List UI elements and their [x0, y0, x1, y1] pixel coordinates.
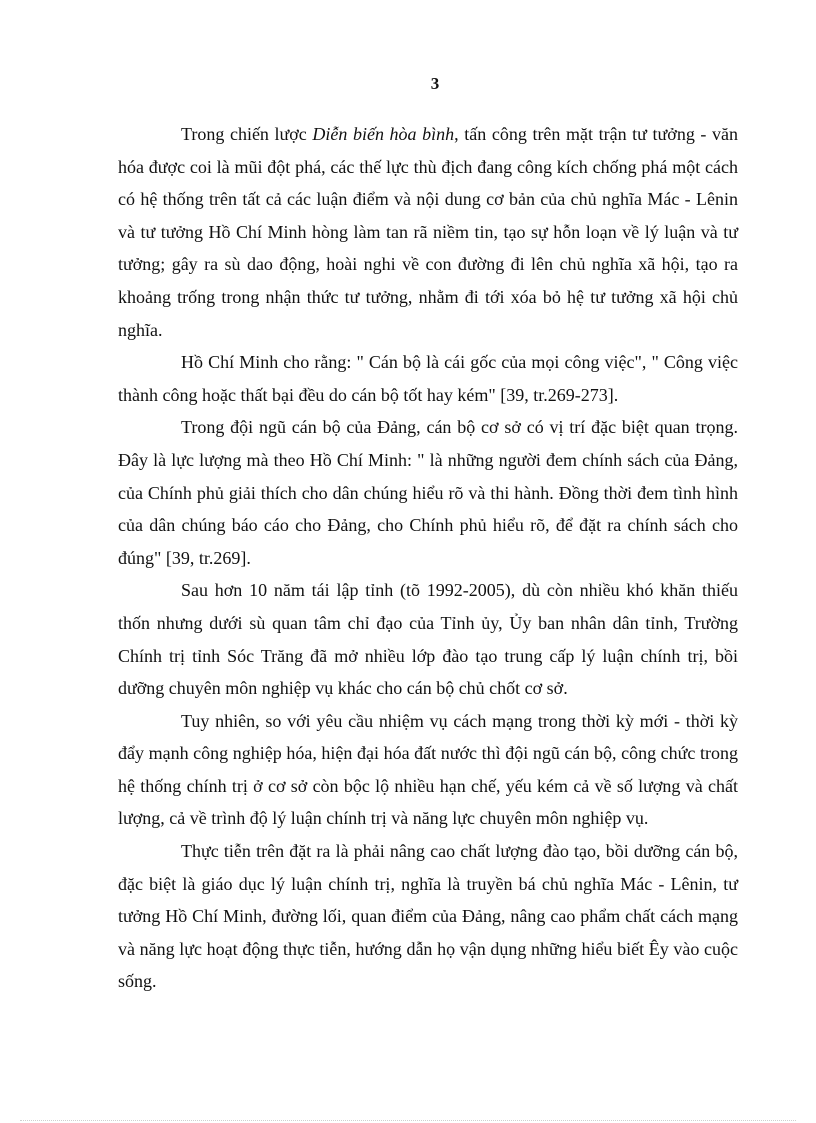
page-bottom-divider — [20, 1120, 796, 1121]
paragraph-ho-chi-minh-quote: Hồ Chí Minh cho rằng: " Cán bộ là cái gốc của mọi công việc", " Công việc thành công hoặc thất bại đều do cán bộ tốt hay kém" [39, tr.269-273]. — [118, 352, 738, 405]
paragraph-limitations: Tuy nhiên, so với yêu cầu nhiệm vụ cách mạng trong thời kỳ mới - thời kỳ đẩy mạnh công nghiệp hóa, hiện đại hóa đất nước thì đội ngũ cán bộ, công chức trong hệ thống chính trị ở cơ sở còn bộc lộ nhiều hạn chế, yếu kém cả về số lượng và chất lượng, cả về trình độ lý luận chính trị và năng lực chuyên môn nghiệp vụ. — [118, 710, 738, 829]
paragraph-1-italic-term: Diễn biến hòa bình — [312, 124, 455, 144]
paragraph-1-lead: Trong chiến lược — [181, 124, 313, 144]
body-text — [118, 118, 738, 998]
paragraph-soc-trang: Sau hơn 10 năm tái lập tỉnh (tõ 1992-2005), dù còn nhiều khó khăn thiếu thốn nhưng dưới sù quan tâm chỉ đạo của Tỉnh ủy, Ủy ban nhân dân tỉnh, Trường Chính trị tỉnh Sóc Trăng đã mở nhiều lớp đào tạo trung cấp lý luận chính trị, bồi dưỡng chuyên môn nghiệp vụ khác cho cán bộ chủ chốt cơ sở. — [118, 580, 738, 699]
paragraph-conclusion: Thực tiễn trên đặt ra là phải nâng cao chất lượng đào tạo, bồi dưỡng cán bộ, đặc biệt là giáo dục lý luận chính trị, nghĩa là truyền bá chủ nghĩa Mác - Lênin, tư tưởng Hồ Chí Minh, đường lối, quan điểm của Đảng, nâng cao phẩm chất cách mạng và năng lực hoạt động thực tiễn, hướng dẫn họ vận dụng những hiểu biết Êy vào cuộc sống. — [118, 841, 738, 992]
paragraph-strategy — [118, 118, 738, 346]
paragraph-1-rest: , tấn công trên mặt trận tư tưởng - văn hóa được coi là mũi đột phá, các thế lực thù địch đang công kích chống phá một cách có hệ thống trên tất cả các luận điểm và nội dung cơ bản của chủ nghĩa Mác - Lênin và tư tưởng Hồ Chí Minh hòng làm tan rã niềm tin, tạo sự hỗn loạn về lý luận và tư tưởng; gây ra sù dao động, hoài nghi về con đường đi lên chủ nghĩa xã hội, tạo ra khoảng trống trong nhận thức tư tưởng, nhằm đi tới xóa bỏ hệ tư tưởng xã hội chủ nghĩa. — [118, 124, 738, 340]
paragraph-grassroots-cadres: Trong đội ngũ cán bộ của Đảng, cán bộ cơ sở có vị trí đặc biệt quan trọng. Đây là lực lượng mà theo Hồ Chí Minh: " là những người đem chính sách của Đảng, của Chính phủ giải thích cho dân chúng hiểu rõ và thi hành. Đồng thời đem tình hình của dân chúng báo cáo cho Đảng, cho Chính phủ hiểu rõ, để đặt ra chính sách cho đúng" [39, tr.269]. — [118, 417, 738, 568]
page-number: 3 — [430, 74, 440, 93]
